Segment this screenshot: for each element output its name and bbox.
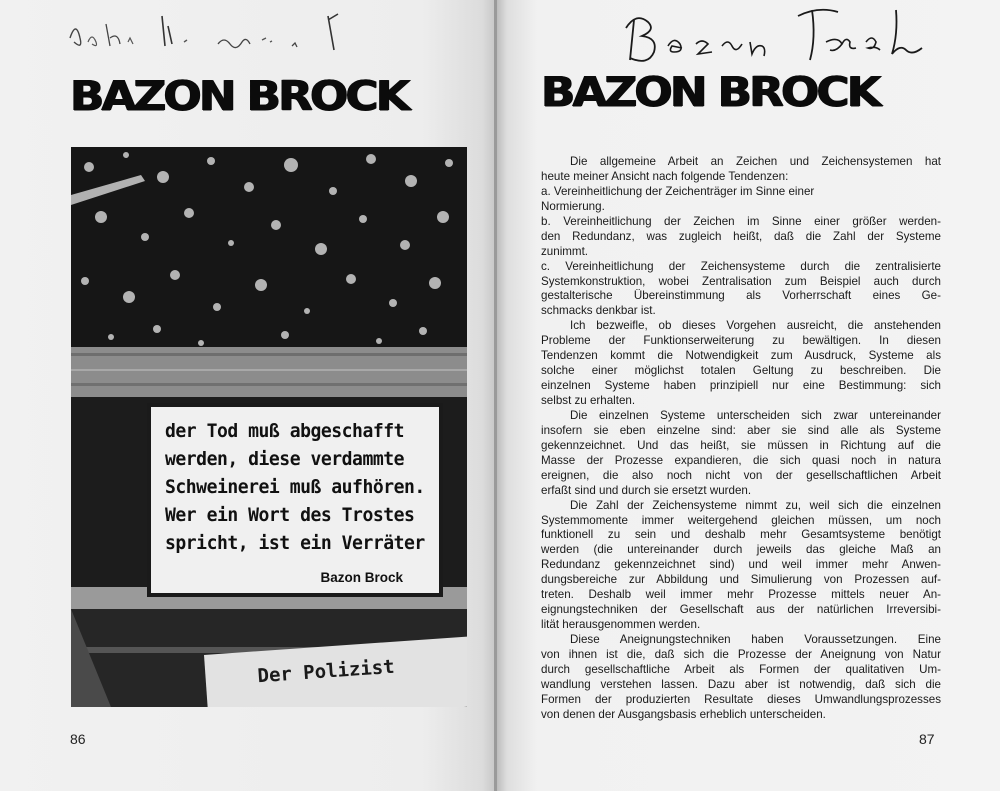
body-line: gekennzeichnet. Und das heißt, sie müssen in Richtung auf die bbox=[541, 438, 941, 452]
body-line: Tendenzen kommt die Notwendigkeit zum Ausdruck, Systeme als bbox=[541, 349, 941, 363]
lower-sign-text: Der Polizist bbox=[256, 655, 396, 688]
body-line: von ihnen ist die, daß sich die Prozesse der Aneignung von Natur bbox=[541, 647, 941, 661]
sign-board bbox=[147, 403, 443, 597]
body-line: eignungstechniken der Gesellschaft aus der natürlichen Irreversibi- bbox=[541, 603, 941, 617]
body-line: Redundanz gekennzeichnet sind) und weil immer mehr Anwen- bbox=[541, 558, 941, 572]
body-line: zunimmt. bbox=[541, 244, 589, 258]
sign-line: spricht, ist ein Verräter bbox=[165, 532, 425, 554]
body-line: b. Vereinheitlichung der Zeichen im Sinne einer größer werden- bbox=[541, 214, 941, 228]
sign-line: werden, diese verdammte bbox=[165, 448, 405, 470]
body-line: den Redundanz, was zugleich heißt, daß die Zahl der Systeme bbox=[541, 229, 941, 243]
body-line: Probleme der Funktionserweiterung zu bewältigen. In diesen bbox=[541, 334, 941, 348]
body-line: Diese Aneignungstechniken haben Voraussetzungen. Eine bbox=[570, 633, 941, 646]
page-number: 86 bbox=[70, 731, 86, 747]
photo bbox=[71, 147, 467, 707]
sign-line: Schweinerei muß aufhören. bbox=[165, 476, 425, 498]
sign-line: Wer ein Wort des Trostes bbox=[165, 504, 415, 526]
body-line: Die Zahl der Zeichensysteme nimmt zu, weil sich die einzelnen bbox=[570, 498, 941, 512]
body-line: ereignen, die also noch nicht von der gesellschaftlichen Arbeit bbox=[541, 468, 941, 482]
body-line: erfaßt sind und durch sie ersetzt wurden. bbox=[541, 483, 752, 497]
body-line: Normierung. bbox=[541, 199, 605, 213]
body-line: wandlung verstehen lassen. Dazu aber ist notwendig, daß sich die bbox=[541, 677, 941, 691]
body-line: Die einzelnen Systeme unterscheiden sich zwar untereinander bbox=[570, 408, 941, 422]
body-line: c. Vereinheitlichung der Zeichensysteme durch die zentralisierte bbox=[541, 259, 941, 273]
body-line: a. Vereinheitlichung der Zeichenträger im Sinne einer bbox=[541, 184, 815, 198]
headline: BAZON BROCK bbox=[541, 68, 879, 116]
body-line: treten. Deshalb weil immer mehr Prozesse mittels neuer An- bbox=[541, 588, 941, 602]
sign-author: Bazon Brock bbox=[320, 570, 403, 585]
body-line: gestalterische Übereinstimmung als Vorherrschaft eines Ge- bbox=[541, 289, 941, 303]
body-line: lität herausgenommen werden. bbox=[541, 618, 701, 632]
body-line: Systemmomente immer weitergehend gleichen müssen, um noch bbox=[541, 513, 941, 527]
page-number: 87 bbox=[919, 731, 935, 747]
body-line: werden (die untereinander durch jeweils das gleiche Maß an bbox=[541, 543, 941, 557]
body-line: selbst zu erhalten. bbox=[541, 394, 636, 407]
body-line: Systemkonstruktion, wobei Zentralisation zum Beispiel auch durch bbox=[541, 274, 941, 288]
handwritten-signature bbox=[612, 2, 942, 70]
body-text bbox=[541, 155, 941, 723]
body-line: insofern sie eben einzelne sind: aber sie sind alle als Systeme bbox=[541, 423, 941, 437]
sign-line: der Tod muß abgeschafft bbox=[165, 420, 405, 442]
body-line: Die allgemeine Arbeit an Zeichen und Zeichensystemen hat bbox=[570, 155, 941, 168]
body-line: von denen der Ausgangsbasis erheblich unterscheiden. bbox=[541, 707, 826, 721]
body-line: heute meiner Ansicht nach folgende Tendenzen: bbox=[541, 169, 789, 183]
body-line: schmacks denkbar ist. bbox=[541, 304, 656, 318]
body-line: dungsbereiche zur Abbildung und Simulierung von Prozessen auf- bbox=[541, 573, 941, 587]
body-line: durch gesellschaftliche Arbeit als Formen der qualitativen Um- bbox=[541, 662, 941, 676]
headline: BAZON BROCK bbox=[70, 72, 408, 120]
handwritten-scribble bbox=[66, 8, 366, 64]
body-line: einzelnen Systeme haben prinzipiell nur eine Bestimmung: sich bbox=[541, 379, 941, 393]
body-line: Formen der produzierten Resultate dieses Umwandlungsprozesses bbox=[541, 692, 941, 706]
body-line: Masse der Prozesse expandieren, die sich quasi noch in natura bbox=[541, 453, 941, 467]
body-line: solche einer möglichst totalen Geltung zu beschreiben. Die bbox=[541, 364, 941, 378]
body-line: funktionell zu sein und deshalb mehr Gesamtsysteme benötigt bbox=[541, 528, 941, 542]
left-page bbox=[0, 0, 497, 791]
body-line: Ich bezweifle, ob dieses Vorgehen ausreicht, die anstehenden bbox=[570, 319, 941, 333]
